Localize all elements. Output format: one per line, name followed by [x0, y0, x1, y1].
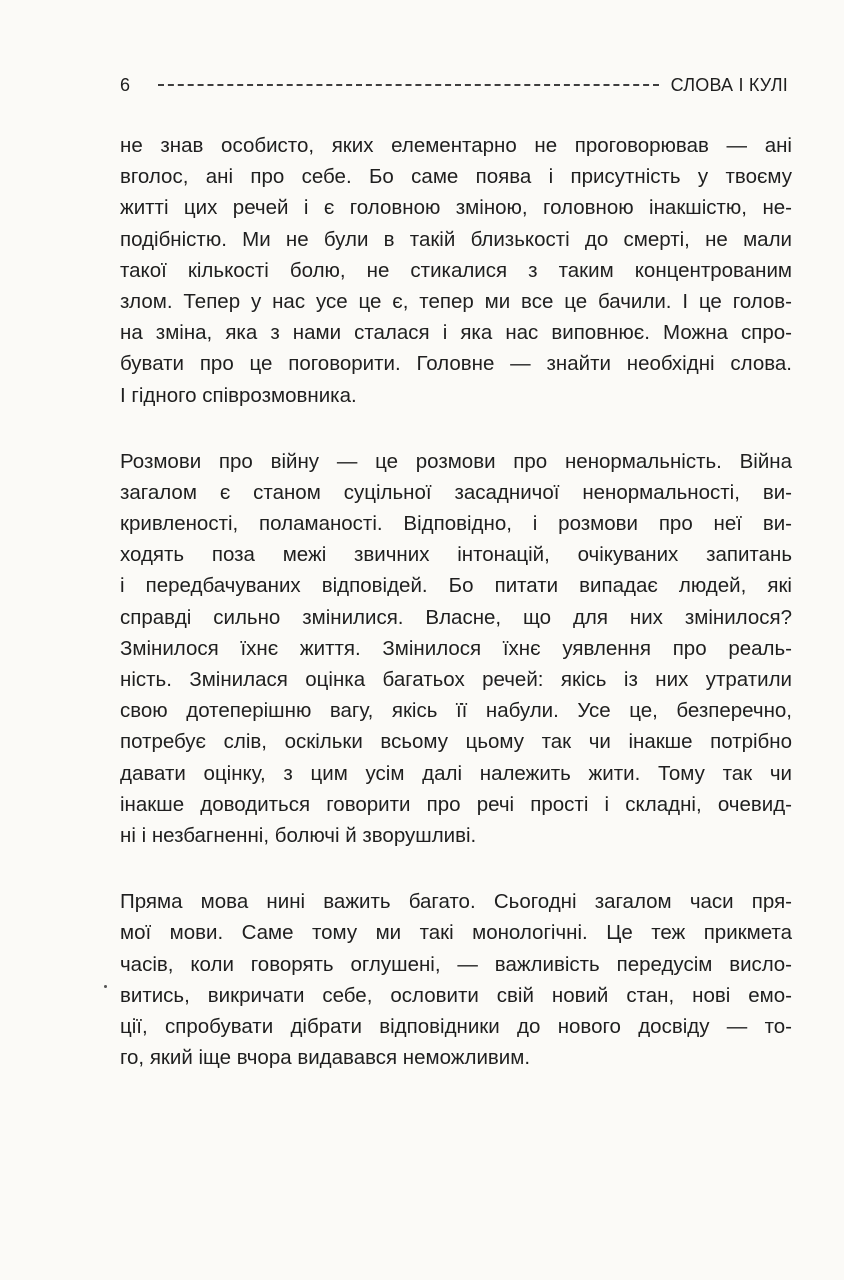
text-line: Розмови про війну — це розмови про ненормальність. Війна	[120, 449, 792, 473]
paragraph-gap	[120, 411, 792, 446]
paragraph-1	[120, 130, 792, 411]
text-line: ції, спробувати дібрати відповідники до нового досвіду — то-	[120, 1014, 792, 1038]
text-line: житті цих речей і є головною зміною, головною інакшістю, не-	[120, 196, 792, 220]
header-dashed-rule	[158, 84, 659, 86]
text-line: подібністю. Ми не були в такій близькості до смерті, не мали	[120, 227, 792, 251]
text-line: бувати про це поговорити. Головне — знайти необхідні слова.	[120, 352, 792, 376]
text-line: такої кількості болю, не стикалися з таким концентрованим	[120, 258, 792, 282]
text-line: інакше доводиться говорити про речі прості і складні, очевид-	[120, 792, 792, 816]
text-line: Змінилося їхнє життя. Змінилося їхнє уявлення про реаль-	[120, 636, 792, 660]
text-line: справді сильно змінилися. Власне, що для них змінилося?	[120, 605, 792, 629]
running-title: СЛОВА І КУЛІ	[670, 74, 788, 95]
paragraph-3	[120, 886, 792, 1073]
text-line: ходять поза межі звичних інтонацій, очікуваних запитань	[120, 543, 792, 567]
paragraph-2	[120, 446, 792, 851]
text-line: го, який іще вчора видавався неможливим.	[120, 1046, 531, 1070]
text-line: злом. Тепер у нас усе це є, тепер ми все це бачили. І це голов-	[120, 289, 792, 313]
text-line: на зміна, яка з нами сталася і яка нас виповнює. Можна спро-	[120, 321, 792, 345]
text-line: вголос, ані про себе. Бо саме поява і присутність у твоєму	[120, 165, 792, 189]
text-line: давати оцінку, з цим усім далі належить жити. Тому так чи	[120, 761, 792, 785]
text-line: загалом є станом суцільної засадничої ненормальності, ви-	[120, 480, 792, 504]
text-line: мої мови. Саме тому ми такі монологічні. Це теж прикмета	[120, 921, 792, 945]
text-line: ність. Змінилася оцінка багатьох речей: якісь із них утратили	[120, 668, 792, 691]
page-number: 6	[120, 74, 131, 95]
page-header	[120, 70, 788, 100]
text-line: часів, коли говорять оглушені, — важливість передусім вислo-	[120, 952, 792, 976]
text-line: Пряма мова нині важить багато. Сьогодні загалом часи пря-	[120, 890, 792, 914]
text-line: ні і незбагненні, болючі й зворушливі.	[120, 823, 477, 847]
text-line: потребує слів, оскільки всьому цьому так чи інакше потрібно	[120, 730, 792, 754]
print-speck	[104, 985, 107, 988]
text-line: кривленості, поламаності. Відповідно, і розмови про неї ви-	[120, 512, 792, 536]
text-line: І гідного співрозмовника.	[120, 383, 357, 407]
text-line: свою дотеперішню вагу, якісь її набули. Усе це, безперечно,	[120, 699, 792, 723]
text-line: і передбачуваних відповідей. Бо питати випадає людей, які	[120, 574, 792, 598]
body-text	[120, 130, 792, 1073]
text-line: витись, викричати себе, ословити свій новий стан, нові емо-	[120, 983, 792, 1007]
text-line: не знав особисто, яких елементарно не проговорював — ані	[120, 134, 792, 157]
paragraph-gap	[120, 851, 792, 886]
